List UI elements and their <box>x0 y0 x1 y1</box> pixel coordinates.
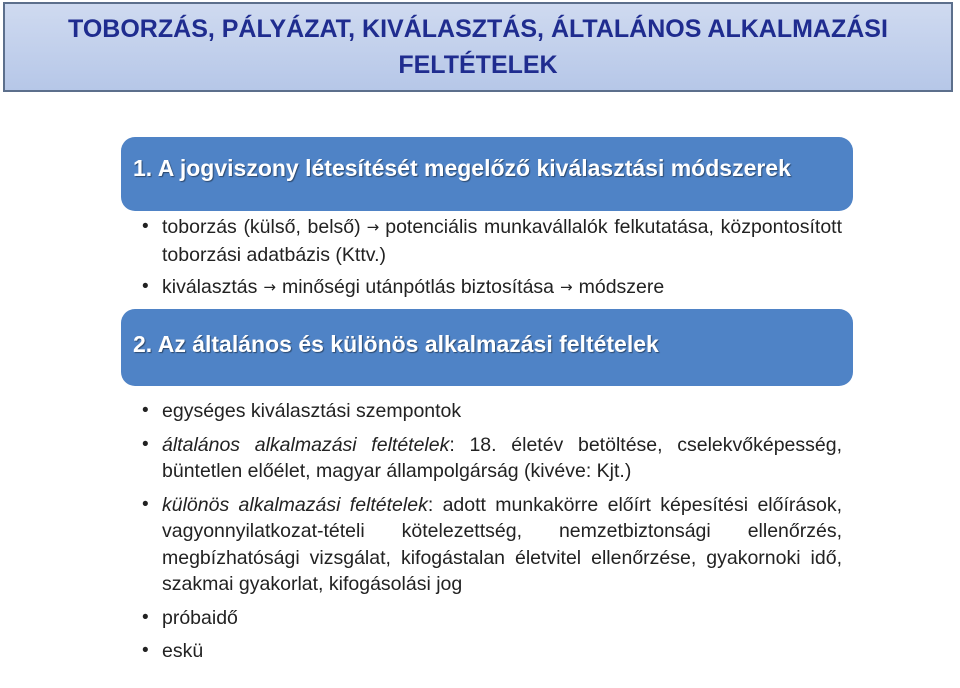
bullet-text: : 18. életév betöltése, cselekvőképesség, büntetlen előélet, magyar állampolgárság (kivéve: Kjt.) <box>162 433 842 482</box>
section-1-heading: 1. A jogviszony létesítését megelőző kiválasztási módszerek <box>121 137 853 211</box>
list-item <box>140 214 842 268</box>
bullet-icon: • <box>142 640 149 661</box>
list-item <box>140 605 842 632</box>
list-item <box>140 432 842 485</box>
bullet-text: eskü <box>162 640 204 662</box>
bullet-text: : adott munkakörre előírt képesítési előírások, vagyonnyilatkozat-tételi kötelezettség, nemzetbiztonsági ellenőrzés, megbízhatósági vizsgálat, kifogástalan életvitel ellenőrzése, gyakornoki idő, szakmai gyakorlat, kifogásolási jog <box>162 493 842 595</box>
right-arrow-icon: → <box>366 218 380 236</box>
list-item <box>140 274 842 302</box>
bullet-text: egységes kiválasztási szempontok <box>162 400 462 422</box>
bullet-text: potenciális munkavállalók felkutatása, központosított toborzási adatbázis (Kttv.) <box>162 216 843 266</box>
list-item <box>140 492 842 598</box>
list-item <box>140 638 842 665</box>
bullet-text: toborzás (külső, belső) <box>162 216 361 238</box>
bullet-text: módszere <box>578 276 665 298</box>
page-title-line-2: FELTÉTELEK <box>398 51 558 79</box>
section-2-heading: 2. Az általános és különös alkalmazási feltételek <box>121 309 853 386</box>
bullet-text: kiválasztás <box>162 276 258 298</box>
bullet-icon: • <box>142 276 149 297</box>
right-arrow-icon: → <box>560 278 573 296</box>
bullet-emphasis: különös alkalmazási feltételek <box>162 493 428 516</box>
bullet-text: minőségi utánpótlás biztosítása <box>281 276 555 298</box>
right-arrow-icon: → <box>263 278 276 296</box>
bullet-icon: • <box>142 216 149 237</box>
section-1-bullet-list <box>140 214 842 308</box>
bullet-icon: • <box>142 400 149 421</box>
page-title-line-1: TOBORZÁS, PÁLYÁZAT, KIVÁLASZTÁS, ÁLTALÁNOS ALKALMAZÁSI <box>68 15 888 43</box>
bullet-emphasis: általános alkalmazási feltételek <box>162 433 450 456</box>
title-box <box>3 2 953 92</box>
section-2-bullet-list <box>140 398 842 672</box>
bullet-icon: • <box>142 433 149 455</box>
bullet-text: próbaidő <box>162 606 238 629</box>
bullet-icon: • <box>142 606 149 628</box>
bullet-icon: • <box>142 493 149 515</box>
list-item <box>140 398 842 425</box>
